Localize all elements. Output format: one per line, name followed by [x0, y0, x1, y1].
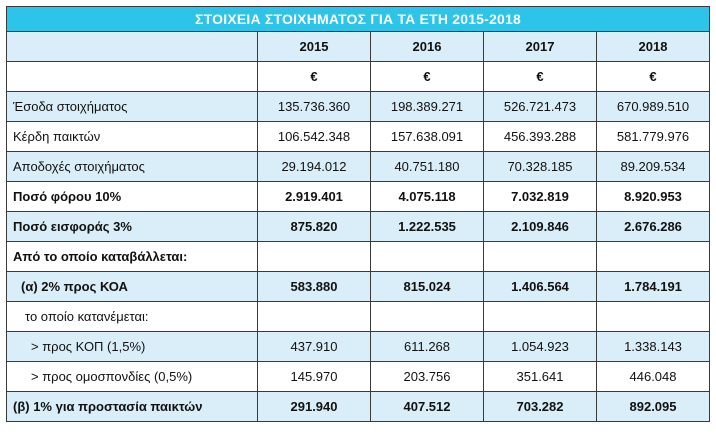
- row-value: [484, 242, 597, 272]
- corner-cell: [7, 62, 258, 92]
- row-value: [597, 242, 710, 272]
- row-label: Έσοδα στοιχήματος: [7, 92, 258, 122]
- row-value: 351.641: [484, 362, 597, 392]
- year-header: 2016: [371, 32, 484, 62]
- year-header: 2015: [258, 32, 371, 62]
- row-label: το οποίο κατανέμεται:: [7, 302, 258, 332]
- table-title: ΣΤΟΙΧΕΙΑ ΣΤΟΙΧΗΜΑΤΟΣ ΓΙΑ ΤΑ ΕΤΗ 2015-2018: [7, 7, 710, 32]
- year-header-row: [7, 32, 710, 62]
- row-value: 611.268: [371, 332, 484, 362]
- row-label: > προς ομοσπονδίες (0,5%): [7, 362, 258, 392]
- table-row: [7, 392, 710, 422]
- table-row: [7, 332, 710, 362]
- row-value: 29.194.012: [258, 152, 371, 182]
- betting-data-table-container: [6, 6, 709, 422]
- row-value: 815.024: [371, 272, 484, 302]
- row-value: 1.784.191: [597, 272, 710, 302]
- row-value: 203.756: [371, 362, 484, 392]
- corner-cell: [7, 32, 258, 62]
- betting-data-table: [6, 6, 710, 422]
- row-value: [258, 302, 371, 332]
- row-label: > προς ΚΟΠ (1,5%): [7, 332, 258, 362]
- table-row: [7, 272, 710, 302]
- currency-symbol: €: [484, 62, 597, 92]
- row-value: 456.393.288: [484, 122, 597, 152]
- row-value: 581.779.976: [597, 122, 710, 152]
- row-value: [597, 302, 710, 332]
- row-value: 135.736.360: [258, 92, 371, 122]
- currency-symbol: €: [597, 62, 710, 92]
- table-title-row: [7, 7, 710, 32]
- row-value: 70.328.185: [484, 152, 597, 182]
- row-label: Ποσό φόρου 10%: [7, 182, 258, 212]
- row-value: 198.389.271: [371, 92, 484, 122]
- currency-symbol: €: [258, 62, 371, 92]
- row-value: 703.282: [484, 392, 597, 422]
- row-value: [371, 302, 484, 332]
- row-value: 1.054.923: [484, 332, 597, 362]
- currency-symbol: €: [371, 62, 484, 92]
- table-row: [7, 182, 710, 212]
- row-value: 526.721.473: [484, 92, 597, 122]
- row-value: 89.209.534: [597, 152, 710, 182]
- row-value: 145.970: [258, 362, 371, 392]
- row-value: 2.676.286: [597, 212, 710, 242]
- row-value: 8.920.953: [597, 182, 710, 212]
- row-label: Ποσό εισφοράς 3%: [7, 212, 258, 242]
- table-row: [7, 242, 710, 272]
- table-row: [7, 92, 710, 122]
- year-header: 2018: [597, 32, 710, 62]
- table-row: [7, 302, 710, 332]
- currency-row: [7, 62, 710, 92]
- row-value: [371, 242, 484, 272]
- row-value: 2.109.846: [484, 212, 597, 242]
- row-label: Από το οποίο καταβάλλεται:: [7, 242, 258, 272]
- table-row: [7, 362, 710, 392]
- row-value: 7.032.819: [484, 182, 597, 212]
- row-value: 583.880: [258, 272, 371, 302]
- row-value: 291.940: [258, 392, 371, 422]
- row-value: 446.048: [597, 362, 710, 392]
- row-value: 2.919.401: [258, 182, 371, 212]
- row-label: Κέρδη παικτών: [7, 122, 258, 152]
- row-value: 1.406.564: [484, 272, 597, 302]
- row-value: 407.512: [371, 392, 484, 422]
- row-value: 157.638.091: [371, 122, 484, 152]
- row-value: 40.751.180: [371, 152, 484, 182]
- row-value: 437.910: [258, 332, 371, 362]
- row-value: 875.820: [258, 212, 371, 242]
- row-label: Αποδοχές στοιχήματος: [7, 152, 258, 182]
- row-value: 670.989.510: [597, 92, 710, 122]
- table-row: [7, 212, 710, 242]
- row-value: [484, 302, 597, 332]
- row-value: 106.542.348: [258, 122, 371, 152]
- row-label: (β) 1% για προστασία παικτών: [7, 392, 258, 422]
- row-label: (α) 2% προς ΚΟΑ: [7, 272, 258, 302]
- table-row: [7, 122, 710, 152]
- row-value: 4.075.118: [371, 182, 484, 212]
- row-value: 1.338.143: [597, 332, 710, 362]
- row-value: [258, 242, 371, 272]
- year-header: 2017: [484, 32, 597, 62]
- row-value: 1.222.535: [371, 212, 484, 242]
- table-row: [7, 152, 710, 182]
- row-value: 892.095: [597, 392, 710, 422]
